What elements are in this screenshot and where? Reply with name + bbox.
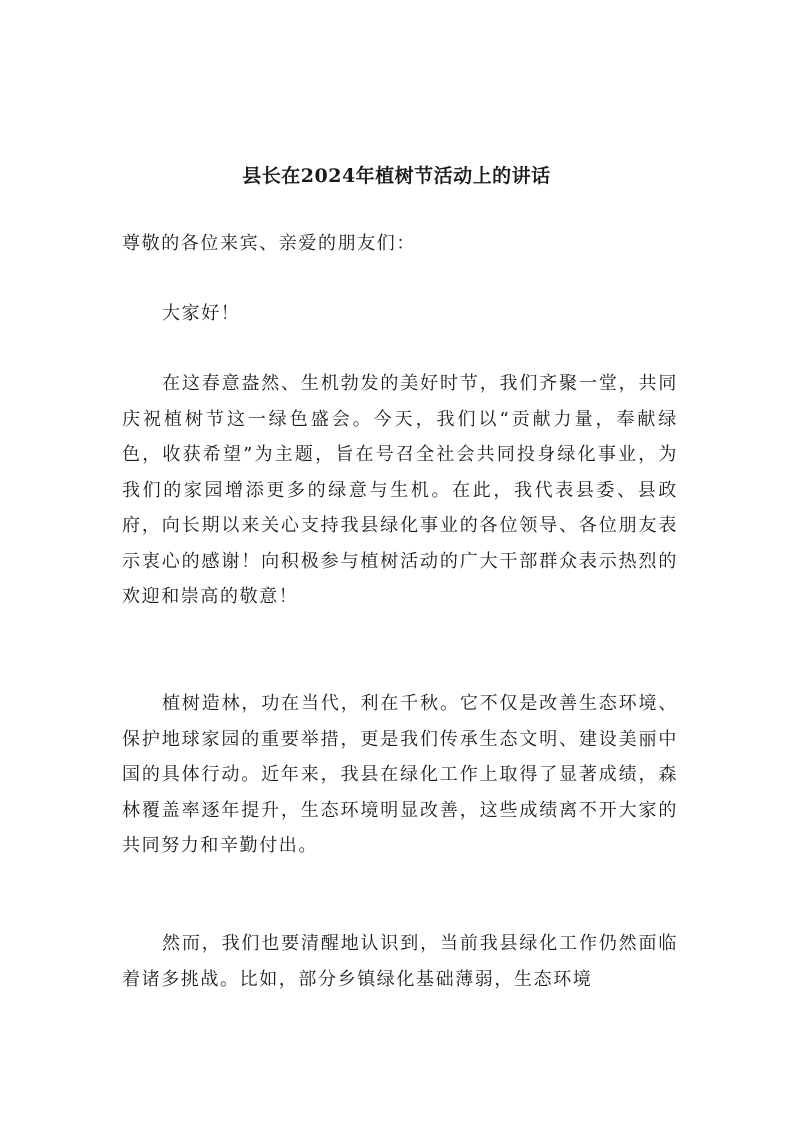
document-title: 县长在2024年植树节活动上的讲话 [242, 165, 551, 187]
greeting-paragraph: 大家好！ [162, 303, 241, 324]
body-paragraph: 在这春意盎然、生机勃发的美好时节，我们齐聚一堂，共同庆祝植树节这一绿色盛会。今天，我们以“贡献力量，奉献绿色，收获希望”为主题，旨在号召全社会共同投身绿化事业，为我们的家园增添更多的绿意与生机。在此，我代表县委、县政府，向长期以来关心支持我县绿化事业的各位领导、各位朋友表示衷心的感谢！向积极参与植树活动的广大干部群众表示热烈的欢迎和崇高的敬意！ [122, 373, 678, 607]
body-paragraph: 然而，我们也要清醒地认识到，当前我县绿化工作仍然面临着诸多挑战。比如，部分乡镇绿化基础薄弱，生态环境 [122, 933, 678, 990]
salutation: 尊敬的各位来宾、亲爱的朋友们： [122, 233, 416, 254]
body-paragraph: 植树造林，功在当代，利在千秋。它不仅是改善生态环境、保护地球家园的重要举措，更是我们传承生态文明、建设美丽中国的具体行动。近年来，我县在绿化工作上取得了显著成绩，森林覆盖率逐年提升，生态环境明显改善，这些成绩离不开大家的共同努力和辛勤付出。 [122, 693, 678, 856]
